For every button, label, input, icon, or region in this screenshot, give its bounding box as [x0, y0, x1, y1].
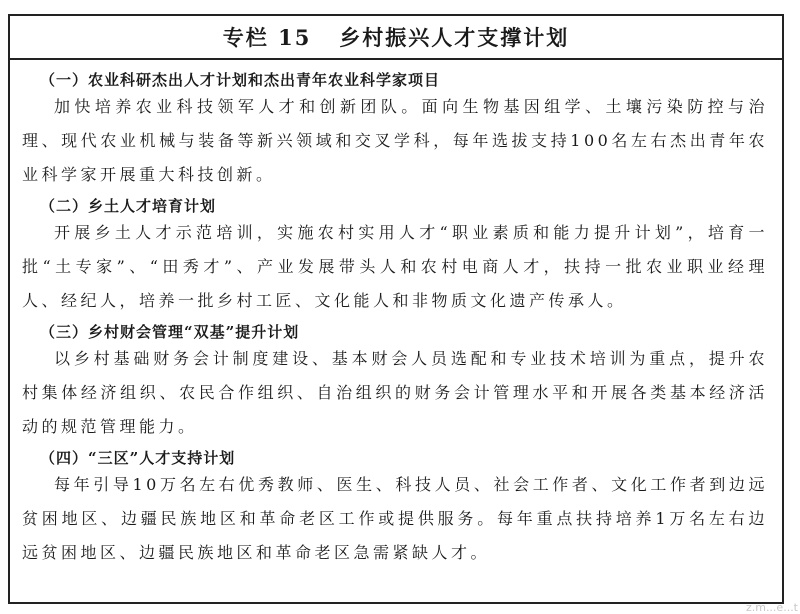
section-body: 以乡村基础财务会计制度建设、基本财会人员选配和专业技术培训为重点，提升农村集体经济组织、农民合作组织、自治组织的财务会计管理水平和开展各类基本经济活动的规范管理能力。	[22, 349, 768, 436]
section-body: 开展乡土人才示范培训，实施农村实用人才“职业素质和能力提升计划”，培育一批“土专家”、“田秀才”、产业发展带头人和农村电商人才，扶持一批农业职业经理人、经纪人，培养一批乡村工匠、文化能人和非物质文化遗产传承人。	[22, 223, 768, 310]
section-body: 每年引导10万名左右优秀教师、医生、科技人员、社会工作者、文化工作者到边远贫困地区、边疆民族地区和革命老区工作或提供服务。每年重点扶持培养1万名左右边远贫困地区、边疆民族地区和革命老区急需紧缺人才。	[22, 475, 768, 562]
section-rural-accounting	[22, 322, 768, 444]
watermark: z.m...e...t	[745, 601, 798, 614]
section-body: 加快培养农业科技领军人才和创新团队。面向生物基因组学、土壤污染防控与治理、现代农业机械与装备等新兴领域和交叉学科，每年选拔支持100名左右杰出青年农业科学家开展重大科技创新。	[22, 97, 768, 184]
section-three-areas	[22, 448, 768, 570]
column-panel	[8, 14, 784, 604]
section-local-talent	[22, 196, 768, 318]
column-title: 专栏 15 乡村振兴人才支撑计划	[222, 25, 570, 50]
column-content	[10, 60, 782, 570]
section-heading: （一）农业科研杰出人才计划和杰出青年农业科学家项目	[40, 71, 441, 89]
section-heading: （三）乡村财会管理“双基”提升计划	[40, 323, 300, 341]
section-agri-research-talent	[22, 70, 768, 192]
title-bar	[10, 16, 782, 60]
section-heading: （二）乡土人才培育计划	[40, 197, 217, 215]
section-heading: （四）“三区”人才支持计划	[40, 449, 236, 467]
